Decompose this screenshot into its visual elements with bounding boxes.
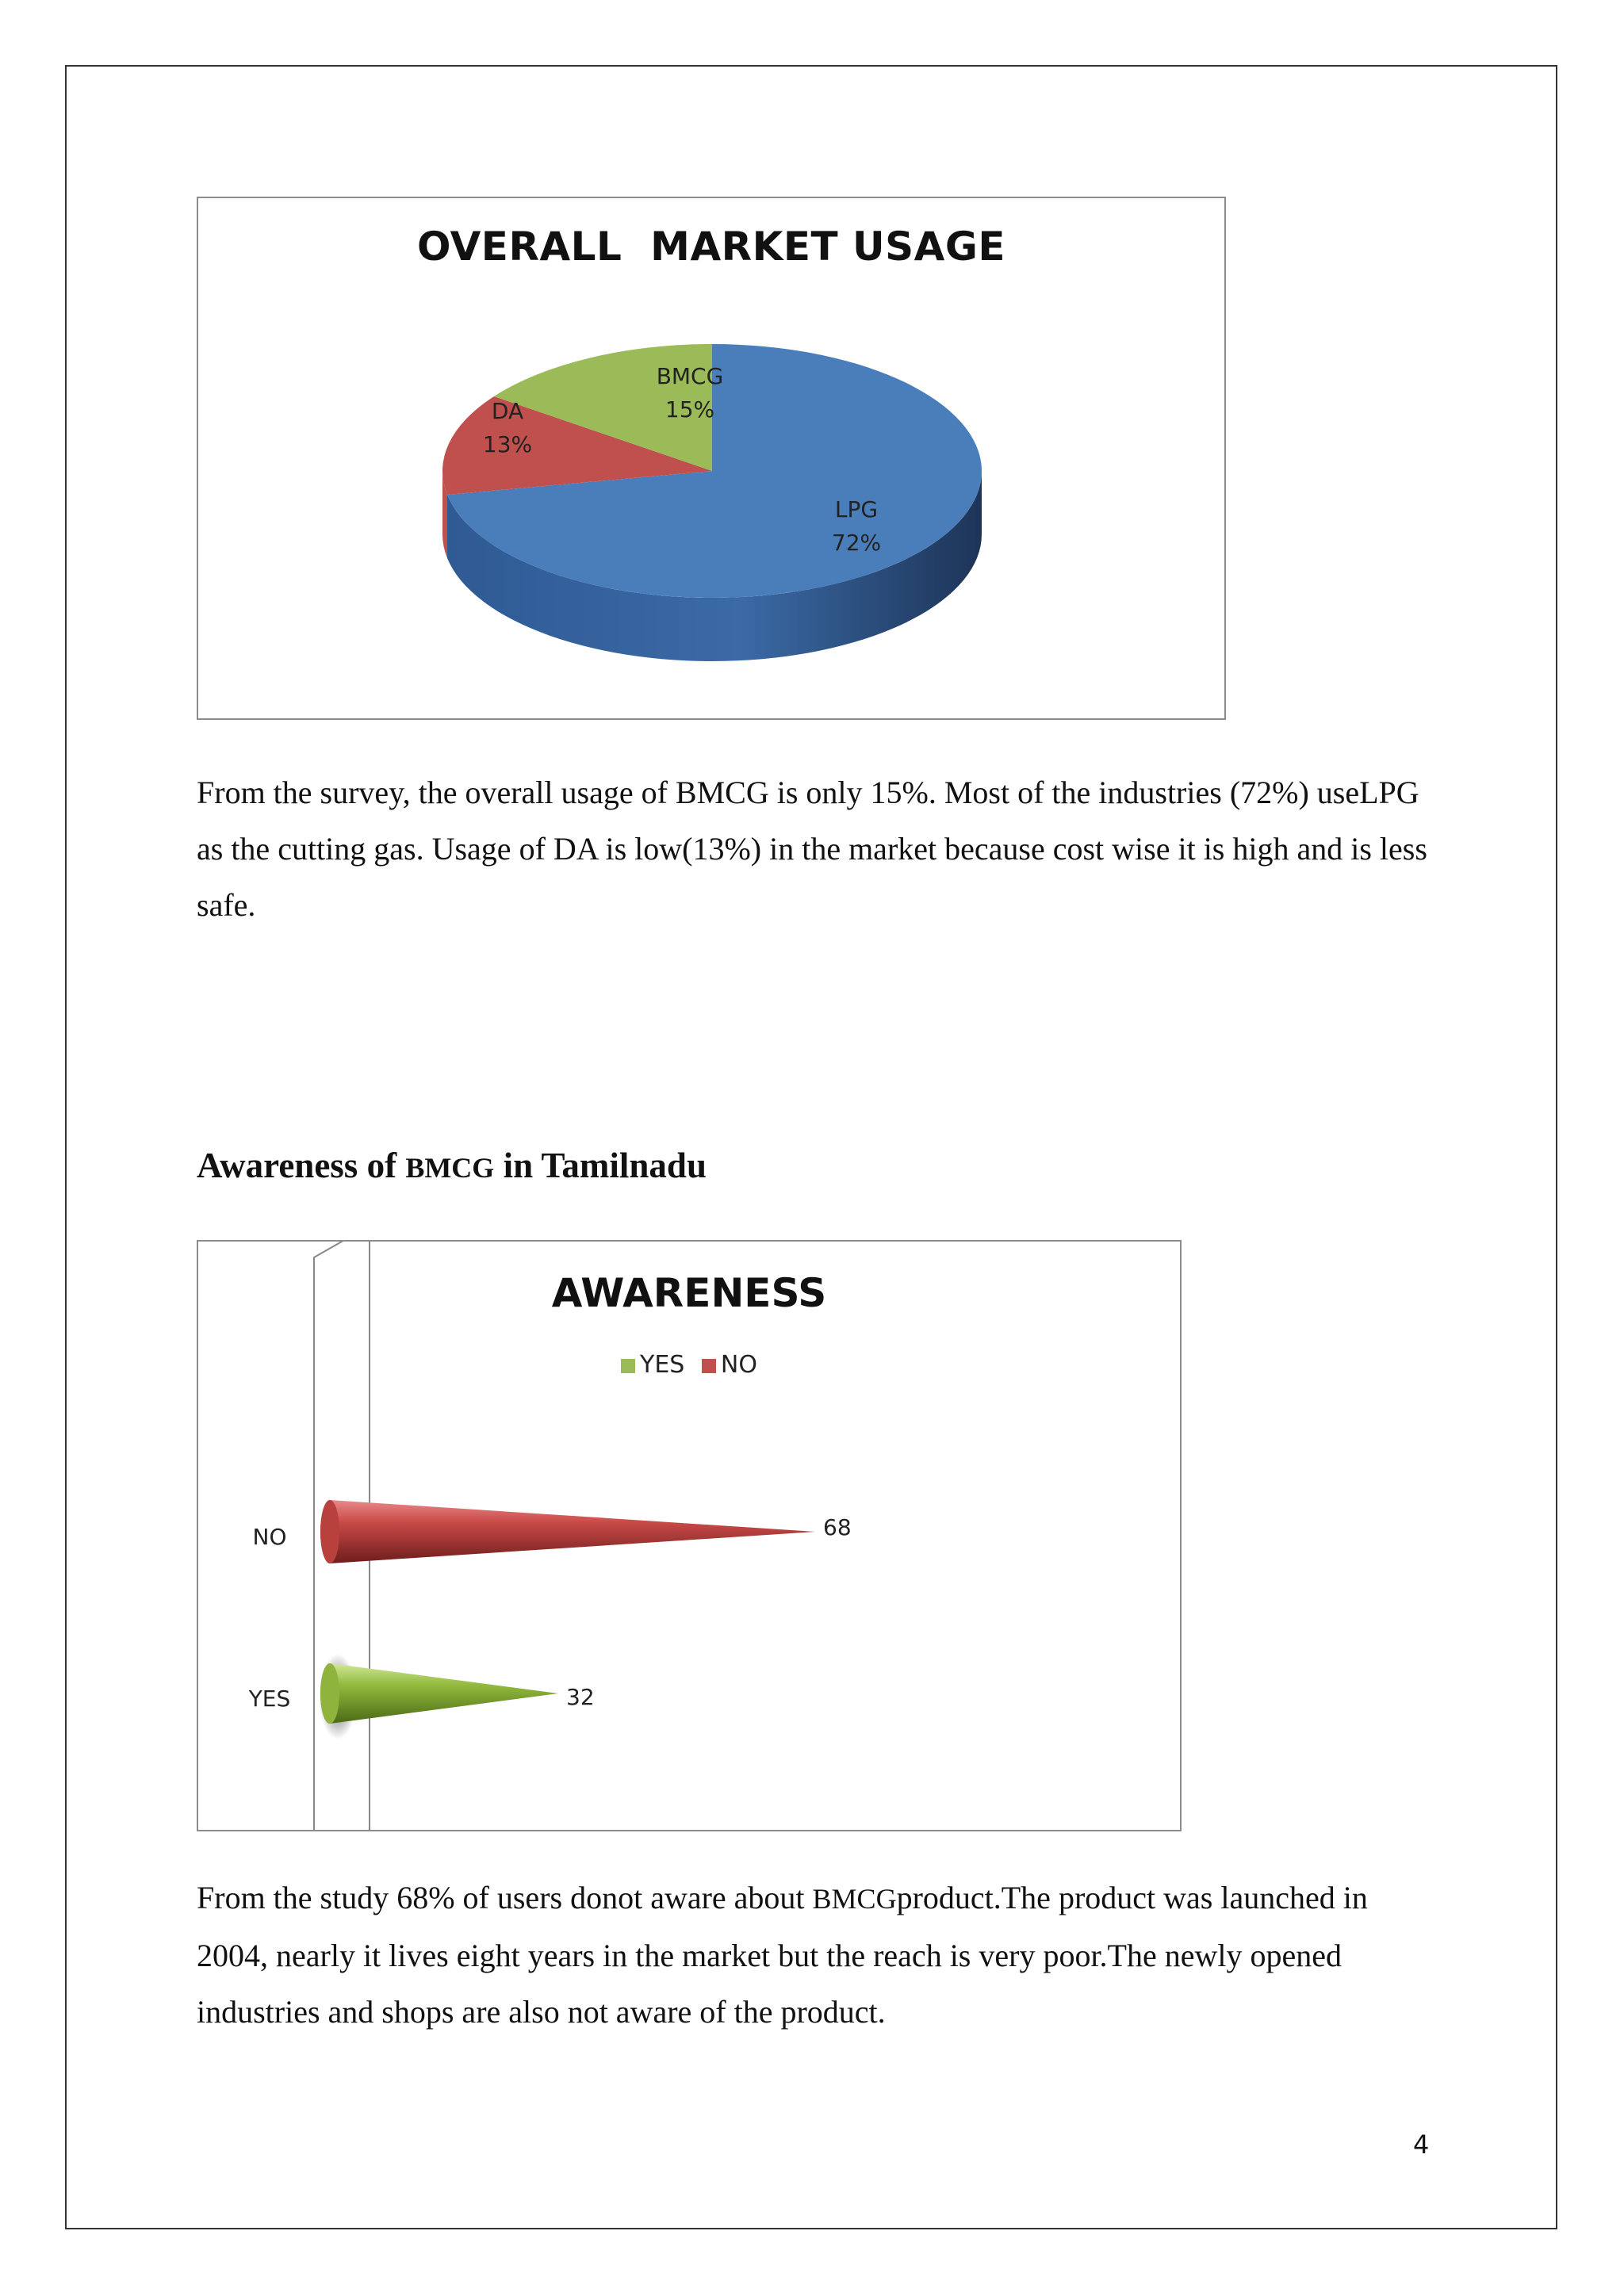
legend-label-no: NO <box>720 1351 757 1379</box>
pie-chart-svg <box>198 198 1224 718</box>
bar-chart-svg <box>198 1242 1180 1830</box>
bar-category-label-yes: YES <box>248 1686 291 1712</box>
bar-cone-yes <box>320 1663 558 1724</box>
pie-chart-title: OVERALL MARKET USAGE <box>416 224 1006 270</box>
heading-part1: Awareness of <box>197 1146 406 1185</box>
bar-category-label-no: NO <box>252 1524 287 1550</box>
page-number: 4 <box>1413 2130 1430 2160</box>
pie-label-lpg-name: LPG <box>834 496 879 522</box>
pie-chart-box <box>197 197 1226 720</box>
pie-label-bmcg-name: BMCG <box>656 363 724 389</box>
heading-part2: BMCG <box>405 1152 495 1184</box>
pie-label-lpg-percent: 72% <box>831 530 882 556</box>
pie-label-bmcg <box>626 360 753 427</box>
paragraph-market-usage: From the survey, the overall usage of BMCG is only 15%. Most of the industries (72%) useLPG as the cutting gas. Usage of DA is low(13%) in the market because cost wise it is high and is less safe. <box>197 775 1427 923</box>
para2-part1: From the study 68% of users donot aware about <box>197 1880 813 1915</box>
bar-cone-base-no <box>320 1500 339 1563</box>
pie-label-lpg <box>809 493 904 560</box>
para2-part3: product.The product was launched in 2004, nearly it lives eight years in the market but the reach is very poor.The newly opened industries and shops are also not aware of the product. <box>197 1880 1368 2030</box>
section-heading <box>197 1145 707 1186</box>
bar-cone-no <box>320 1500 815 1563</box>
bar-chart-title: AWARENESS <box>551 1270 827 1316</box>
para2-part2: BMCG <box>812 1883 897 1915</box>
pie-label-da <box>468 395 547 461</box>
bar-value-label-yes: 32 <box>566 1684 595 1710</box>
heading-part3: in Tamilnadu <box>494 1146 707 1185</box>
paragraph-awareness <box>197 1869 1434 2040</box>
bar-chart-box <box>197 1240 1182 1831</box>
pie-label-bmcg-percent: 15% <box>665 396 715 423</box>
legend-label-yes: YES <box>640 1351 685 1379</box>
bar-cone-base-yes <box>320 1663 339 1724</box>
pie-label-da-name: DA <box>491 398 524 424</box>
bar-value-label-no: 68 <box>823 1514 852 1540</box>
pie-label-da-percent: 13% <box>482 431 533 457</box>
